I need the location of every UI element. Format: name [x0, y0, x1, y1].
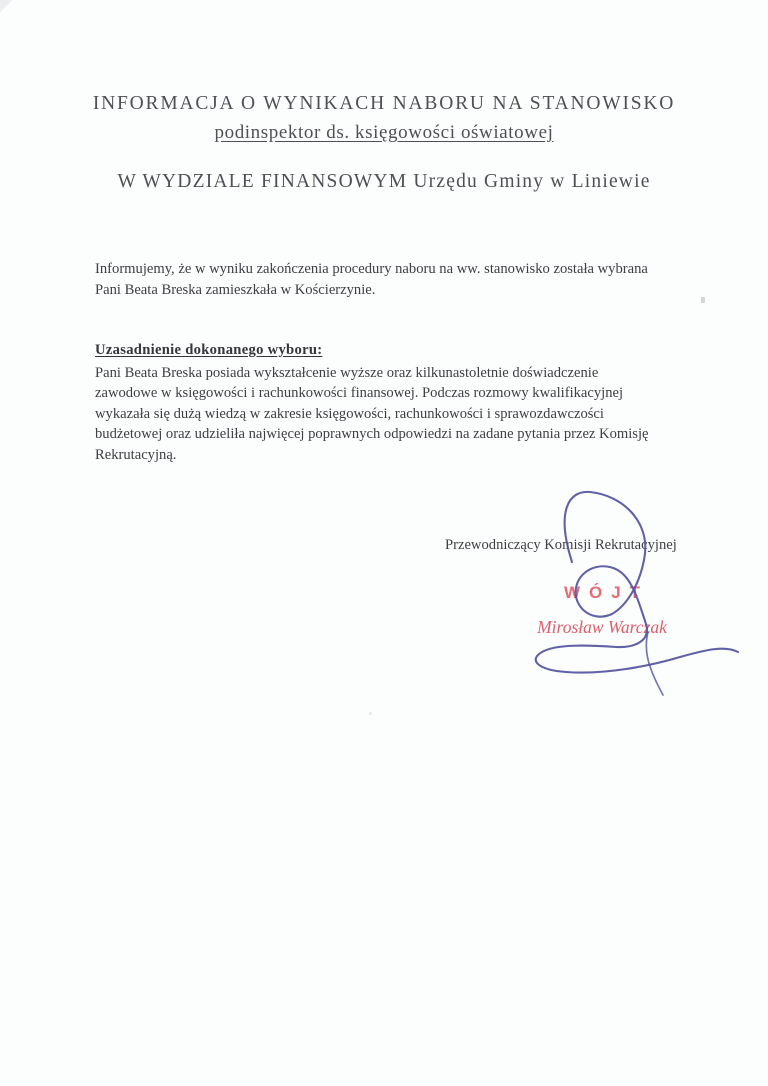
- justification-line: budżetowej oraz udzieliła najwięcej poprawnych odpowiedzi na zadane pytania przez Komisję: [95, 426, 649, 443]
- justification-line: zawodowe w księgowości i rachunkowości finansowej. Podczas rozmowy kwalifikacyjnej: [95, 385, 624, 402]
- document-subtitle: W WYDZIALE FINANSOWYM Urzędu Gminy w Liniewie: [117, 171, 651, 192]
- scan-speck: [369, 712, 372, 715]
- intro-line: Informujemy, że w wyniku zakończenia procedury naboru na ww. stanowisko została wybrana: [95, 261, 648, 277]
- intro-line: Pani Beata Breska zamieszkała w Kościerzynie.: [95, 281, 376, 298]
- document-title-line2: podinspektor ds. księgowości oświatowej: [214, 122, 554, 143]
- signature-role-label: Przewodniczący Komisji Rekrutacyjnej: [445, 537, 677, 553]
- document-title-line1: INFORMACJA O WYNIKACH NABORU NA STANOWISKO: [92, 93, 676, 114]
- justification-section: [95, 340, 725, 466]
- intro-paragraph: [95, 259, 715, 300]
- stamp-title-wojt: WÓJT: [563, 583, 650, 602]
- justification-line: Rekrutacyjną.: [95, 446, 177, 463]
- stamp-name: Mirosław Warczak: [537, 617, 667, 637]
- justification-heading: Uzasadnienie dokonanego wyboru:: [95, 342, 323, 358]
- justification-line: wykazała się dużą wiedzą w zakresie księgowości, rachunkowości i sprawozdawczości: [95, 405, 604, 422]
- justification-line: Pani Beata Breska posiada wykształcenie wyższe oraz kilkunastoletnie doświadczenie: [95, 364, 599, 381]
- scan-corner-artifact: [0, 0, 18, 18]
